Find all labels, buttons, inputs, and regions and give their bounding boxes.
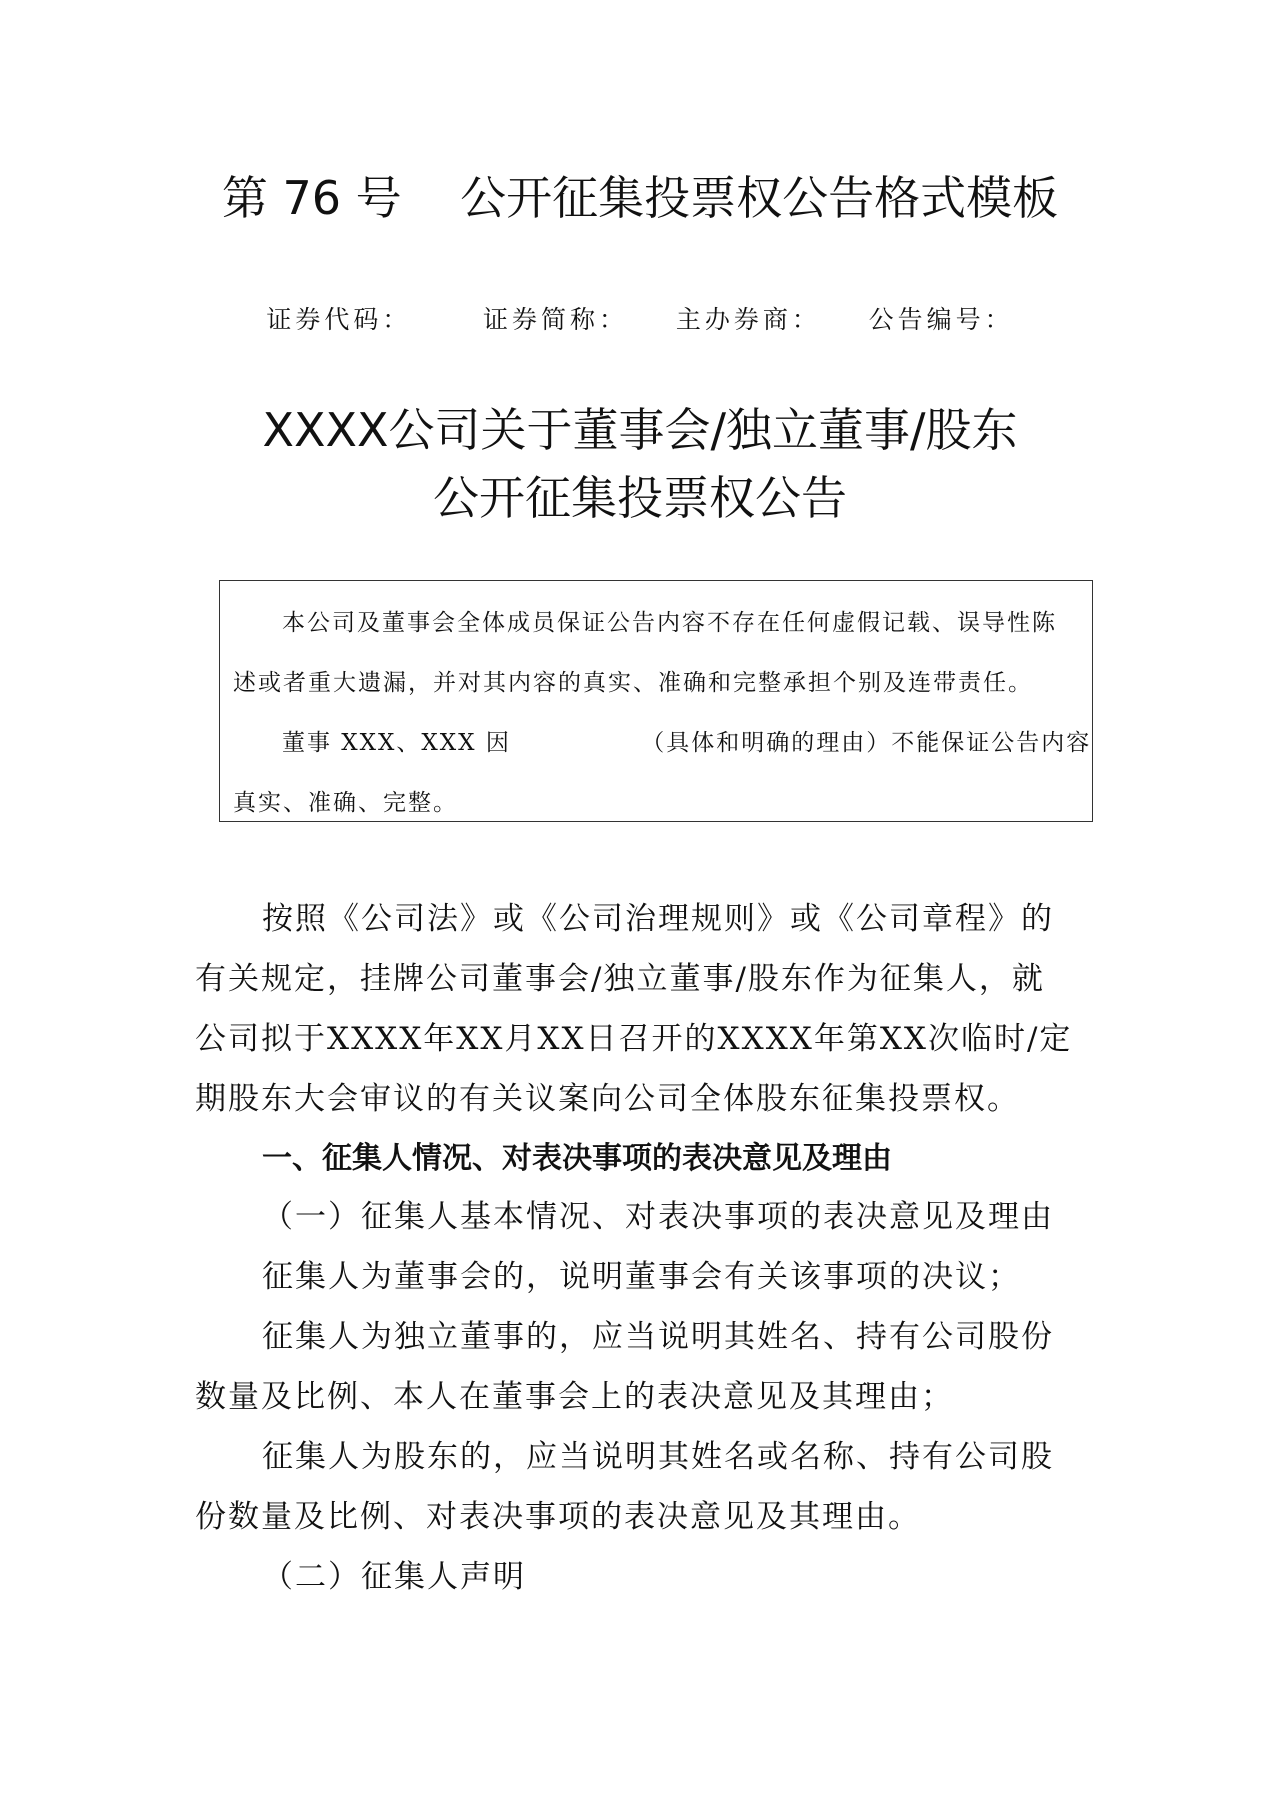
announcement-title-line-2: 公开征集投票权公告 bbox=[433, 471, 847, 525]
intro-paragraph-line: 期股东大会审议的有关议案向公司全体股东征集投票权。 bbox=[195, 1081, 1020, 1117]
subsection-heading: （一）征集人基本情况、对表决事项的表决意见及理由 bbox=[262, 1199, 1054, 1235]
board-paragraph-line: 征集人为董事会的，说明董事会有关该事项的决议； bbox=[262, 1259, 1021, 1295]
disclaimer-line: 董事 XXX、XXX 因 （具体和明确的理由）不能保证公告内容 bbox=[282, 730, 1092, 756]
independent-director-paragraph-line: 数量及比例、本人在董事会上的表决意见及其理由； bbox=[195, 1379, 954, 1415]
disclaimer-line: 述或者重大遗漏，并对其内容的真实、准确和完整承担个别及连带责任。 bbox=[233, 670, 1033, 696]
section-heading: 一、征集人情况、对表决事项的表决意见及理由 bbox=[262, 1141, 892, 1176]
announcement-title-line-1: XXXX公司关于董事会/独立董事/股东 bbox=[262, 403, 1018, 457]
disclaimer-line: 本公司及董事会全体成员保证公告内容不存在任何虚假记载、误导性陈 bbox=[282, 610, 1057, 636]
security-info-line: 证券代码： 证券简称： 主办券商： 公告编号： bbox=[266, 305, 1014, 334]
template-title: 第 76 号 公开征集投票权公告格式模板 bbox=[221, 171, 1059, 225]
disclaimer-line: 真实、准确、完整。 bbox=[233, 790, 458, 816]
intro-paragraph-line: 有关规定，挂牌公司董事会/独立董事/股东作为征集人，就 bbox=[195, 961, 1045, 997]
shareholder-paragraph-line: 征集人为股东的，应当说明其姓名或名称、持有公司股 bbox=[262, 1439, 1054, 1475]
independent-director-paragraph-line: 征集人为独立董事的，应当说明其姓名、持有公司股份 bbox=[262, 1319, 1054, 1355]
subsection-heading: （二）征集人声明 bbox=[262, 1559, 526, 1595]
shareholder-paragraph-line: 份数量及比例、对表决事项的表决意见及其理由。 bbox=[195, 1499, 921, 1535]
intro-paragraph-line: 公司拟于XXXX年XX月XX日召开的XXXX年第XX次临时/定 bbox=[195, 1021, 1073, 1057]
intro-paragraph-line: 按照《公司法》或《公司治理规则》或《公司章程》的 bbox=[262, 901, 1054, 937]
